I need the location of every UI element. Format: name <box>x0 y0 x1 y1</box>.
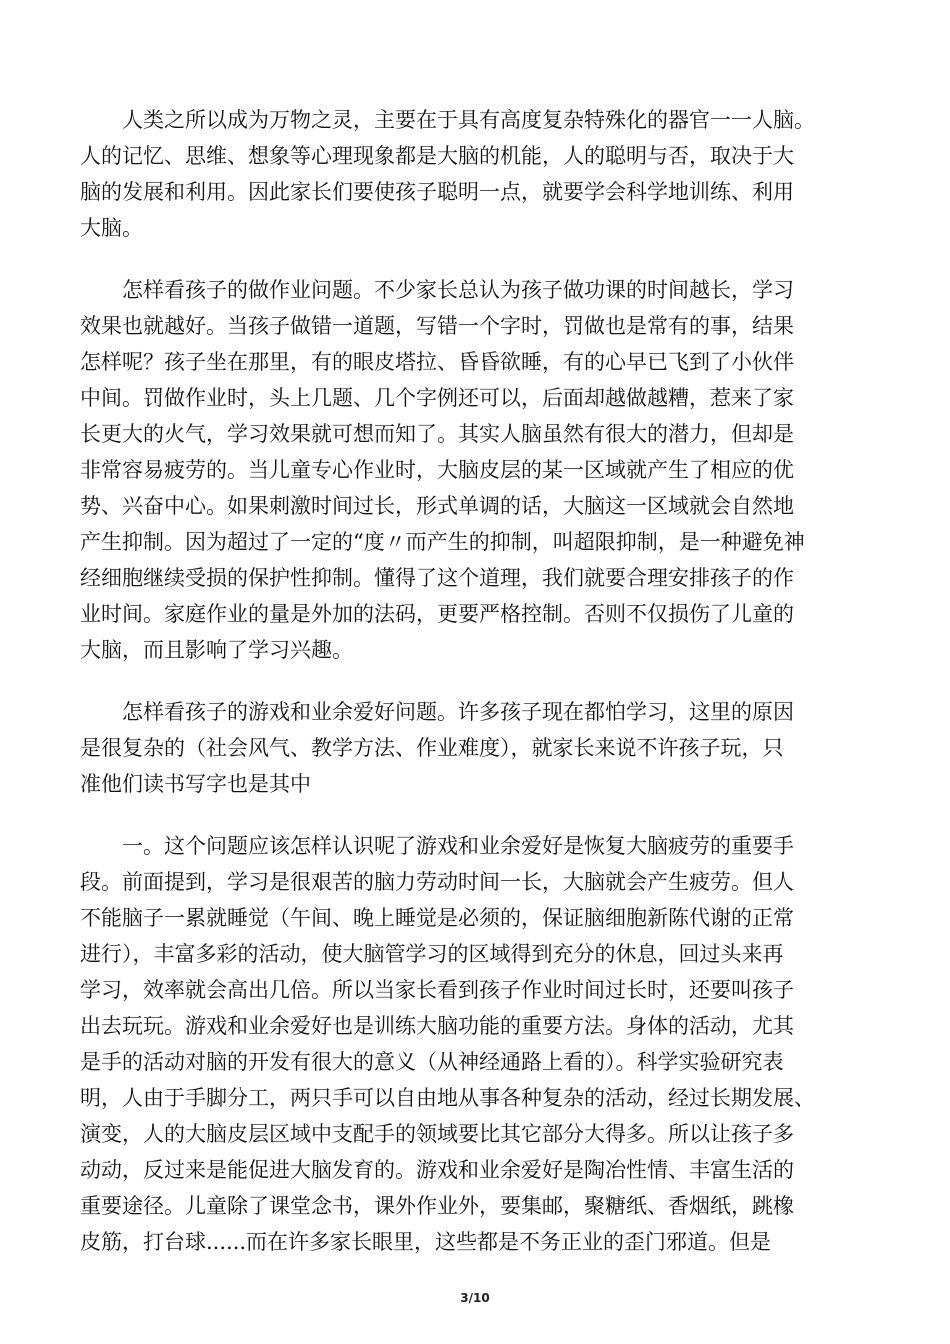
text-line: 非常容易疲劳的。当儿童专心作业时，大脑皮层的某一区域就产生了相应的优 <box>80 458 794 482</box>
text-line: 重要途径。儿童除了课堂念书，课外作业外，要集邮，聚糖纸、香烟纸，跳橡 <box>80 1194 794 1218</box>
text-line: 中间。罚做作业时，头上几题、几个字例还可以，后面却越做越糟，惹来了家 <box>80 386 794 410</box>
text-line: 大脑。 <box>80 216 143 240</box>
text-line: 不能脑子一累就睡觉（午间、晚上睡觉是必须的，保证脑细胞新陈代谢的正常 <box>80 906 794 930</box>
text-line: 效果也就越好。当孩子做错一道题，写错一个字时，罚做也是常有的事，结果 <box>80 314 794 338</box>
text-line: 经细胞继续受损的保护性抑制。懂得了这个道理，我们就要合理安排孩子的作 <box>80 566 794 590</box>
text-line: 出去玩玩。游戏和业余爱好也是训练大脑功能的重要方法。身体的活动，尤其 <box>80 1014 794 1038</box>
text-line: 动动，反过来是能促进大脑发育的。游戏和业余爱好是陶冶性情、丰富生活的 <box>80 1158 794 1182</box>
page-number: 3/10 <box>460 1291 490 1305</box>
text-line: 是很复杂的（社会风气、教学方法、作业难度），就家长来说不许孩子玩，只 <box>80 736 784 760</box>
text-line: 演变，人的大脑皮层区域中支配手的领域要比其它部分大得多。所以让孩子多 <box>80 1122 794 1146</box>
text-line: 势、兴奋中心。如果刺激时间过长，形式单调的话，大脑这一区域就会自然地 <box>80 494 794 518</box>
text-line: 怎样看孩子的做作业问题。不少家长总认为孩子做功课的时间越长，学习 <box>122 278 794 302</box>
text-line: 长更大的火气，学习效果就可想而知了。其实人脑虽然有很大的潜力，但却是 <box>80 422 794 446</box>
text-line: 怎样呢？孩子坐在那里，有的眼皮塔拉、昏昏欲睡，有的心早已飞到了小伙伴 <box>80 350 794 374</box>
text-line: 段。前面提到，学习是很艰苦的脑力劳动时间一长，大脑就会产生疲劳。但人 <box>80 870 794 894</box>
text-line: 学习，效率就会高出几倍。所以当家长看到孩子作业时间过长时，还要叫孩子 <box>80 978 794 1002</box>
text-line: 脑的发展和利用。因此家长们要使孩子聪明一点，就要学会科学地训练、利用 <box>80 180 794 204</box>
paragraph-2 <box>80 272 880 668</box>
text-line: 人的记忆、思维、想象等心理现象都是大脑的机能，人的聪明与否，取决于大 <box>80 144 794 168</box>
text-line: 大脑，而且影响了学习兴趣。 <box>80 638 353 662</box>
paragraph-3 <box>80 694 880 802</box>
paragraph-1 <box>80 102 880 246</box>
text-line: 准他们读书写字也是其中 <box>80 772 311 796</box>
text-line: 产生抑制。因为超过了一定的“度〃而产生的抑制，叫超限抑制，是一种避免神 <box>80 530 805 554</box>
text-line: 是手的活动对脑的开发有很大的意义（从神经通路上看的）。科学实验研究表 <box>80 1050 784 1074</box>
text-line: 皮筋，打台球......而在许多家长眼里，这些都是不务正业的歪门邪道。但是 <box>80 1230 772 1254</box>
text-line: 人类之所以成为万物之灵，主要在于具有高度复杂特殊化的器官一一人脑。 <box>122 108 815 132</box>
text-line: 明，人由于手脚分工，两只手可以自由地从事各种复杂的活动，经过长期发展、 <box>80 1086 815 1110</box>
text-line: 进行），丰富多彩的活动，使大脑管学习的区域得到充分的休息，回过头来再 <box>80 942 784 966</box>
text-line: 怎样看孩子的游戏和业余爱好问题。许多孩子现在都怕学习，这里的原因 <box>122 700 794 724</box>
document-body <box>80 102 880 1260</box>
text-line: 一。这个问题应该怎样认识呢了游戏和业余爱好是恢复大脑疲劳的重要手 <box>122 834 794 858</box>
text-line: 业时间。家庭作业的量是外加的法码，更要严格控制。否则不仅损伤了儿童的 <box>80 602 794 626</box>
paragraph-4 <box>80 828 880 1260</box>
